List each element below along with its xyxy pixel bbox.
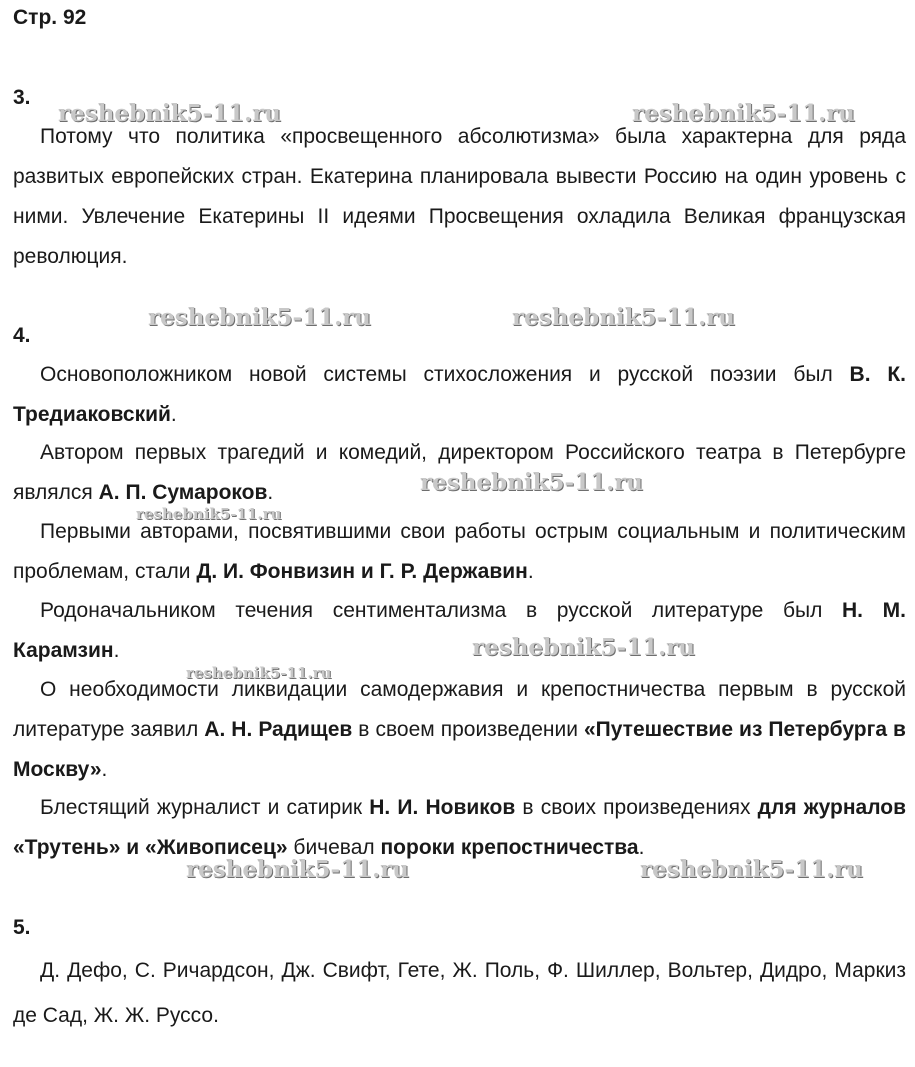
watermark: reshebnik5-11.ru	[148, 304, 371, 331]
watermark: reshebnik5-11.ru	[512, 304, 735, 331]
page-title: Стр. 92	[13, 6, 87, 29]
watermark: reshebnik5-11.ru	[420, 469, 643, 496]
question-3-number: 3.	[13, 86, 31, 109]
watermark: reshebnik5-11.ru	[472, 634, 695, 661]
watermark: reshebnik5-11.ru	[58, 100, 281, 127]
watermark: reshebnik5-11.ru	[640, 856, 863, 883]
answer-4-paragraph-6: Блестящий журналист и сатирик Н. И. Новиков в своих произведениях для журналов «Трутень» и «Живописец» бичевал пороки крепостничества.	[13, 796, 907, 859]
answer-4-paragraph-4: Родоначальником течения сентиментализма в русской литературе был Н. М. Карамзин.	[13, 599, 906, 662]
watermark: reshebnik5-11.ru	[186, 664, 332, 682]
watermark: reshebnik5-11.ru	[186, 856, 409, 883]
question-3-answer: Потому что политика «просвещенного абсолютизма» была характерна для ряда развитых европейских стран. Екатерина планировала вывести Россию на один уровень с ними. Увлечение Екатерины II идеями Просвещения охладила Великая французская революция.	[13, 125, 906, 268]
answer-4-paragraph-3: Первыми авторами, посвятившими свои работы острым социальным и политическим проблемам, стали Д. И. Фонвизин и Г. Р. Державин.	[13, 520, 906, 583]
watermark: reshebnik5-11.ru	[136, 505, 282, 523]
question-5-number: 5.	[13, 916, 31, 939]
answer-4-paragraph-1: Основоположником новой системы стихосложения и русской поэзии был В. К. Тредиаковский.	[13, 363, 906, 426]
answer-4-paragraph-2: Автором первых трагедий и комедий, директором Российского театра в Петербурге являлся А. П. Сумароков.	[13, 441, 906, 504]
question-5-answer: Д. Дефо, С. Ричардсон, Дж. Свифт, Гете, Ж. Поль, Ф. Шиллер, Вольтер, Дидро, Маркиз де Сад, Ж. Ж. Руссо.	[13, 959, 906, 1027]
answer-4-paragraph-5: О необходимости ликвидации самодержавия и крепостничества первым в русской литературе заявил А. Н. Радищев в своем произведении «Путешествие из Петербурга в Москву».	[13, 678, 906, 781]
watermark: reshebnik5-11.ru	[632, 100, 855, 127]
question-4-number: 4.	[13, 324, 31, 347]
